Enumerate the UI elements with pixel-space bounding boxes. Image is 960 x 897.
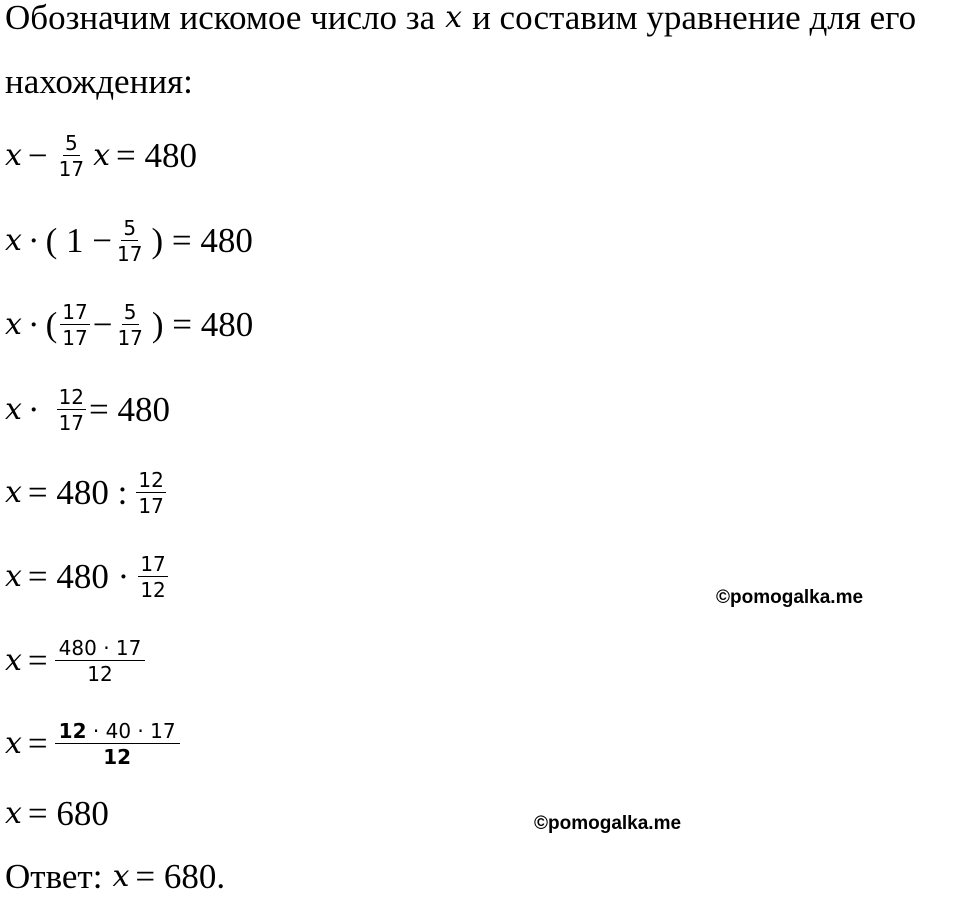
fraction: [60, 301, 89, 349]
numerator: 17: [140, 552, 166, 576]
denominator: 17: [116, 242, 143, 266]
denominator: 17: [58, 411, 85, 435]
equation-step-5: [5, 469, 169, 517]
equals-value: = 480: [116, 136, 198, 175]
numerator: 17: [62, 300, 88, 324]
watermark: ©pomogalka.me: [534, 813, 682, 834]
denominator: 17: [117, 326, 143, 350]
variable-x: x: [5, 559, 22, 594]
close-paren-equals: ) = 480: [151, 305, 254, 344]
variable-x: x: [5, 726, 22, 761]
numerator: 5: [123, 216, 137, 240]
equation-step-1: [5, 132, 197, 180]
variable-x: x: [5, 223, 22, 258]
equals-value: = 480: [89, 390, 171, 429]
denominator: 12: [103, 745, 132, 769]
equals-sign: =: [27, 641, 48, 680]
answer-line: [5, 857, 225, 897]
equals-value: = 480 :: [27, 473, 128, 512]
minus-sign: −: [92, 305, 113, 344]
equation-step-4: [5, 386, 170, 434]
numerator: 5: [65, 131, 78, 155]
intro-text-a: Обозначим искомое число за: [5, 0, 436, 37]
denominator: 17: [58, 157, 85, 181]
variable-x: x: [112, 859, 130, 894]
intro-line-2: [5, 62, 193, 102]
numerator-rest: · 40 · 17: [86, 719, 176, 743]
multiply-dot: ·: [27, 390, 40, 429]
variable-x: x: [445, 0, 463, 35]
intro-text-c: нахождения:: [5, 62, 193, 101]
denominator: 17: [62, 326, 88, 350]
fraction: [57, 132, 86, 180]
equation-step-7: [5, 637, 148, 685]
fraction: [57, 386, 86, 434]
variable-x: x: [5, 796, 22, 831]
close-paren-equals: ) = 480: [151, 221, 253, 260]
equation-step-8: [5, 720, 183, 768]
fraction: [136, 469, 165, 517]
cancelled-factor: 12: [58, 719, 87, 743]
equation-step-2: [5, 217, 253, 265]
numerator: 480 · 17: [55, 637, 146, 661]
fraction: [115, 301, 144, 349]
variable-x: x: [5, 475, 22, 510]
intro-text-b: и составим уравнение для его: [472, 0, 917, 37]
answer-label: Ответ:: [5, 857, 103, 896]
open-paren: ( 1 −: [45, 221, 112, 260]
equals-value: = 480 ·: [27, 557, 130, 596]
numerator: 12: [58, 385, 85, 409]
denominator: 12: [140, 578, 166, 602]
equation-step-9: [5, 794, 109, 834]
variable-x: x: [5, 643, 22, 678]
variable-x: x: [5, 138, 22, 173]
variable-x: x: [93, 138, 111, 173]
fraction: [115, 217, 144, 265]
watermark: ©pomogalka.me: [716, 587, 864, 608]
variable-x: x: [5, 392, 22, 427]
denominator: 12: [87, 662, 113, 686]
multiply-dot: ·: [27, 221, 40, 260]
numerator: 12: [138, 468, 164, 492]
open-paren: (: [45, 305, 58, 344]
minus-sign: −: [27, 136, 48, 175]
fraction: [55, 637, 146, 685]
equals-sign: =: [27, 724, 48, 763]
equals-value: = 680: [27, 794, 109, 833]
fraction: [138, 553, 167, 601]
numerator: 5: [123, 300, 137, 324]
fraction: [55, 720, 180, 768]
variable-x: x: [5, 307, 22, 342]
equation-step-3: [5, 301, 253, 349]
multiply-dot: ·: [27, 305, 40, 344]
equation-step-6: [5, 553, 171, 601]
intro-line-1: [5, 0, 916, 38]
answer-value: = 680.: [135, 857, 226, 896]
denominator: 17: [138, 494, 164, 518]
numerator: [55, 720, 180, 744]
